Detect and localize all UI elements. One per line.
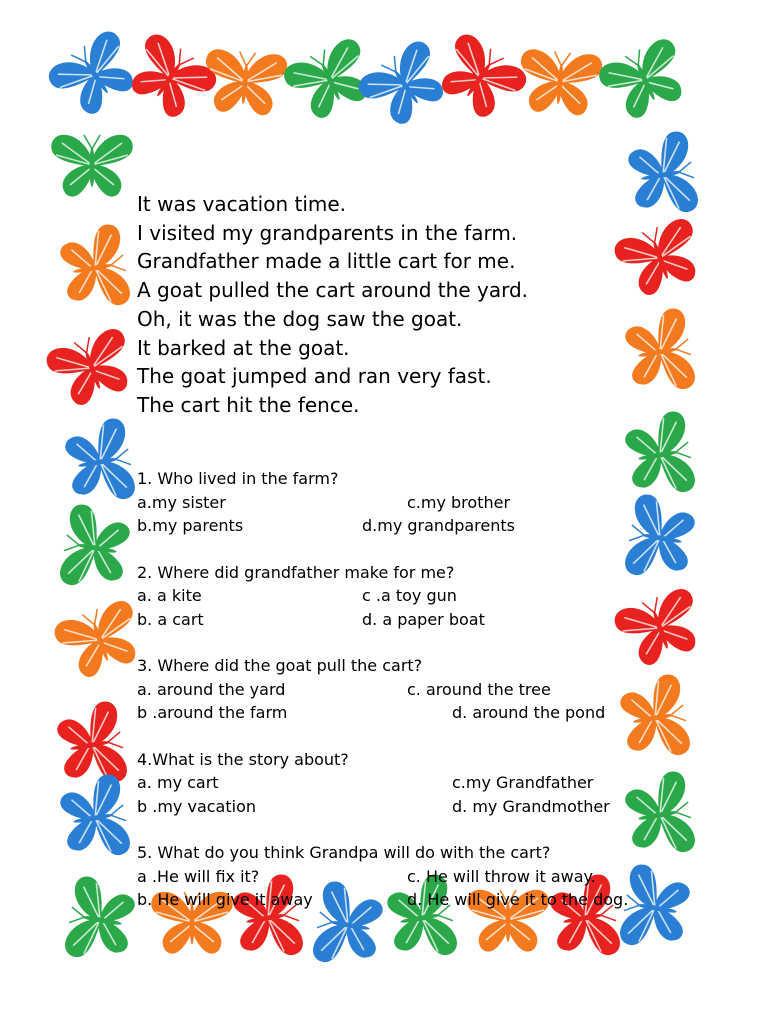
story-line: The goat jumped and ran very fast.	[137, 364, 492, 389]
question-3	[137, 654, 657, 725]
butterfly-icon	[623, 307, 697, 396]
option-row	[137, 608, 657, 632]
butterfly-icon	[430, 30, 530, 126]
butterfly-icon	[55, 700, 129, 789]
option-row	[137, 771, 657, 795]
option-c: c. around the tree	[407, 679, 551, 699]
question-4	[137, 748, 657, 819]
butterfly-icon	[52, 598, 148, 683]
question-2	[137, 561, 657, 632]
option-a: a.my sister	[137, 492, 226, 512]
option-d: d. a paper boat	[362, 609, 485, 629]
option-d: d. around the pond	[452, 703, 606, 722]
story-line: It barked at the goat.	[137, 335, 350, 360]
option-row	[137, 514, 657, 538]
option-b: b.my parents	[137, 516, 244, 535]
option-c: c.my brother	[407, 492, 511, 512]
option-c: c.my Grandfather	[452, 773, 594, 792]
quiz-section	[137, 467, 657, 935]
question-5	[137, 841, 657, 912]
story-line: A goat pulled the cart around the yard.	[137, 278, 528, 303]
story-line: Oh, it was the dog saw the goat.	[137, 306, 463, 331]
butterfly-icon	[52, 135, 132, 196]
option-b: b. He will give it away	[137, 890, 313, 909]
option-b: b .my vacation	[137, 796, 256, 816]
option-d: d. He will give it to the dog.	[407, 890, 629, 909]
question-text: 1. Who lived in the farm?	[137, 469, 339, 488]
option-row	[137, 701, 657, 725]
option-d: d. my Grandmother	[452, 796, 610, 816]
option-a: a. my cart	[137, 773, 219, 792]
butterfly-icon	[355, 37, 455, 133]
option-row	[137, 678, 657, 702]
butterfly-icon	[64, 875, 138, 964]
question-text: 3. Where did the goat pull the cart?	[137, 656, 423, 675]
story-line: I visited my grandparents in the farm.	[137, 220, 518, 245]
option-c: c .a toy gun	[362, 586, 457, 605]
option-row	[137, 865, 657, 889]
option-a: a. around the yard	[137, 679, 286, 699]
option-row	[137, 491, 657, 515]
butterfly-icon	[59, 503, 133, 592]
question-1	[137, 467, 657, 538]
story-passage	[137, 190, 617, 420]
butterfly-icon	[58, 223, 132, 312]
butterfly-icon	[120, 30, 220, 126]
butterfly-icon	[612, 216, 708, 301]
butterfly-icon	[45, 27, 145, 123]
question-text: 5. What do you think Grandpa will do with the cart?	[137, 843, 551, 862]
butterfly-icon	[58, 773, 132, 862]
story-line: The cart hit the fence.	[137, 392, 360, 417]
butterfly-icon	[44, 326, 140, 411]
butterfly-icon	[596, 36, 694, 125]
story-line: It was vacation time.	[137, 192, 347, 216]
butterfly-icon	[626, 130, 700, 219]
option-row	[137, 584, 657, 608]
option-b: b .around the farm	[137, 703, 288, 722]
option-a: a .He will fix it?	[137, 866, 260, 886]
option-c: c. He will throw it away.	[407, 866, 596, 886]
option-row	[137, 888, 657, 912]
story-line: Grandfather made a little cart for me.	[137, 249, 516, 274]
butterfly-icon	[63, 417, 137, 506]
option-b: b. a cart	[137, 609, 204, 629]
question-text: 4.What is the story about?	[137, 749, 349, 769]
question-text: 2. Where did grandfather make for me?	[137, 562, 455, 582]
option-row	[137, 795, 657, 819]
option-a: a. a kite	[137, 586, 202, 605]
butterfly-icon	[517, 49, 602, 117]
option-d: d.my grandparents	[362, 516, 515, 535]
